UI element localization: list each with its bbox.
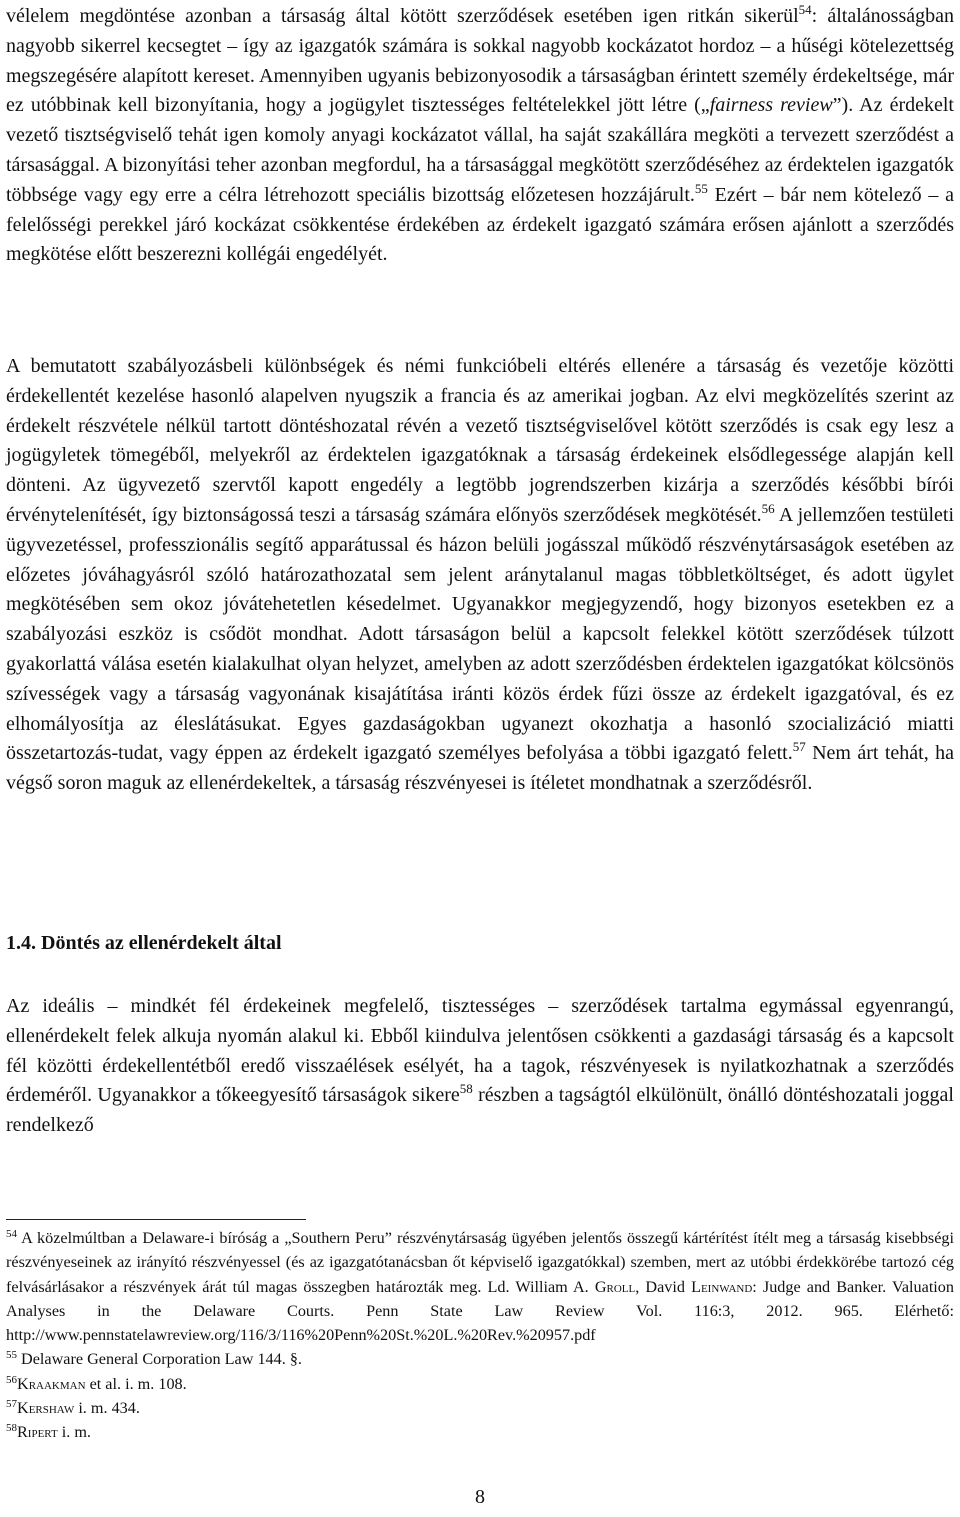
footnotes [6,1226,954,1445]
footnote-ref-56[interactable]: 56 [761,500,775,516]
footnote-ref-54[interactable]: 54 [798,2,812,17]
footnote-ref-57[interactable]: 57 [792,739,806,755]
footnote-56: $^{56}$Kraakman et al. i. m. 108. [6,1373,187,1393]
paragraph-3: Az ideális – mindkét fél érdekeinek megfelelő, tisztességes – szerződések tartalma egymással egyenrangú, ellenérdekelt felek alkuja nyomán alakul ki. Ebből kiindulva jelentősen csökkenti a gazdasági társaság és a kapcsolt fél közötti érdekellentétből eredő visszaélések esélyét, ha a tagok, részvényesek is nyilatkozhatnak a szerződés érdeméről. Ugyanakkor a tőkeegyesítő társaságok sikere$^{58}$ részben a tagságtól elkülönült, önálló döntéshozatali joggal rendelkező [6,995,954,1137]
footnote-58: $^{58}$Ripert i. m. [6,1422,91,1442]
footnote-55: $^{55}$ Delaware General Corporation Law 144. §. [6,1349,302,1369]
footnote-ref-58[interactable]: 58 [459,1081,473,1097]
footnote-separator [6,1219,306,1220]
italic-term: fairness review [709,94,833,117]
paragraph-1: vélelem megdöntése azonban a társaság által kötött szerződések esetében igen ritkán sikerül$^{54}$: általánosságban nagyobb sikerrel kecsegtet – így az igazgatók számára is sokkal nagyobb kockázatot hordoz – a hűségi kötelezettség megszegésére alapított kereset. Amennyiben ugyanis bebizonyosodik a társaságban érintett személy érdekeltsége, már ez utóbbinak kell bizonyítania, hogy a jogügylet tisztességes feltételekkel jött létre („fairness review”). Az érdekelt vezető tisztségviselő tehát igen komoly anyagi kockázatot vállal, ha saját szakállára megköti a tervezett szerződést a társasággal. A bizonyítási teher azonban megfordul, ha a társasággal megkötött szerződéséhez az érdektelen igazgatók többsége vagy egy erre a célra létrehozott speciális bizottság előzetesen hozzájárult.$^{55}$ Ezért – bár nem kötelező – a felelősségi perekkel járó kockázat csökkentése érdekében az érdekelt igazgató számára erősen ajánlott a szerződés megkötése előtt beszerezni kollégái engedélyét. [6,2,954,266]
footnote-54: $^{54}$ A közelmúltban a Delaware-i bíróság a „Southern Peru” részvénytársaság ügyében jelentős összegű kártérítést ítélt meg a társaság kisebbségi részvényeseinek az irányító részvényessel (és az igazgatótanácsban őt képviselő igazgatókkal) szemben, mert az utóbbi érdekkörébe tartozó cég felvásárlásakor a részvények árát túl magas összegben határozták meg. Ld. William A. Groll, David Leinwand: Judge and Banker. Valuation Analyses in the Delaware Courts. Penn State Law Review Vol. 116:3, 2012. 965. Elérhető: http://www.pennstatelawreview.org/116/3/116%20Penn%20St.%20L.%20Rev.%20957.pdf [6,1228,954,1345]
section-heading: 1.4. Döntés az ellenérdekelt által [6,932,282,954]
footnote-57: $^{57}$Kershaw i. m. 434. [6,1398,140,1418]
footnote-ref-55[interactable]: 55 [694,180,708,196]
paragraph-2: A bemutatott szabályozásbeli különbségek és némi funkcióbeli eltérés ellenére a társaság és vezetője közötti érdekellentét kezelése hasonló alapelven nyugszik a francia és az amerikai jogban. Az elvi megközelítés szerint az érdekelt részvétele nélkül tartott döntéshozatal révén a vezető tisztségviselővel kötött szerződés is csak egy lesz a jogügyletek tömegéből, melyekről az érdektelen igazgatóknak a társaság érdekeinek elsődlegessége alapján kell dönteni. Az ügyvezető szervtől kapott engedély a legtöbb jogrendszerben kizárja a szerződés későbbi bírói érvénytelenítését, így biztonságossá teszi a társaság számára előnyös szerződések megkötését.$^{56}$ A jellemzően testületi ügyvezetéssel, professzionális segítő apparátussal és házon belüli jogásszal működő részvénytársaságok esetében az előzetes jóváhagyásról szóló határozathozatal sem jelent aránytalanul magas többletköltséget, és adott ügylet megkötésében sem okoz jóvátehetetlen késedelmet. Ugyanakkor megjegyzendő, hogy bizonyos esetekben ez a szabályozási eszköz is csődöt mondhat. Adott társaságon belül a kapcsolt felekkel kötött szerződések túlzott gyakorlattá válása esetén kialakulhat olyan helyzet, amelyben az adott szerződésben érdektelen igazgatókat kölcsönös szívességek vagy a társaság vagyonának kisajátítása iránti közös érdek fűzi össze az érdekelt igazgatóval, és ez elhomályosítja az éleslátásukat. Egyes gazdaságokban ugyanezt okozhatja a hasonló szocializáció miatti összetartozás-tudat, vagy éppen az érdekelt igazgató személyes befolyása a többi igazgató felett.$^{57}$ Nem árt tehát, ha végső soron maguk az ellenérdekeltek, a társaság részvényesei is ítéletet mondhatnak a szerződésről. [6,355,955,795]
page-number: 8 [475,1486,485,1508]
